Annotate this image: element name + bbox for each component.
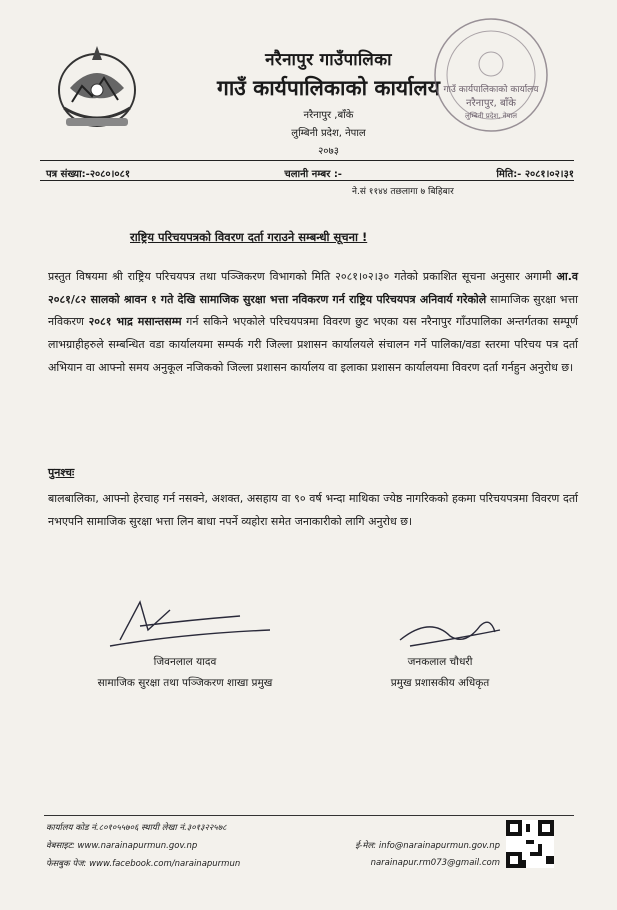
signatory-2-name: जनकलाल चौधरी: [407, 656, 473, 668]
body-text-1: प्रस्तुत विषयमा श्री राष्ट्रिय परिचयपत्र तथा पञ्जिकरण विभागको मिति २०८१।०२।३० गतेको प्रकाशित सूचना अनुसार अगामी: [48, 270, 557, 283]
address-line-1: नरैनापुर ,बाँके: [303, 110, 354, 121]
footer-divider: [44, 815, 574, 816]
notice-subject: राष्ट्रिय परिचयपत्रको विवरण दर्ता गराउने सम्बन्धी सूचना !: [130, 230, 368, 244]
letter-number: पत्र संख्या:-२०८०।०८१: [46, 169, 131, 180]
office-name: गाउँ कार्यपालिकाको कार्यालय: [217, 76, 440, 100]
body-text-2: सामाजिक सुरक्षा भत्ता नविकरण: [48, 292, 578, 329]
signatory-1-title: सामाजिक सुरक्षा तथा पञ्जिकरण शाखा प्रमुख: [97, 677, 273, 689]
municipality-name: नरैनापुर गाउँपालिका: [265, 50, 392, 70]
qr-code[interactable]: [506, 820, 554, 868]
reference-row: [46, 166, 574, 180]
address-line-2: लुम्बिनी प्रदेश, नेपाल: [291, 128, 366, 139]
establishment-year: २०७३: [318, 146, 339, 157]
body-text-3: गर्न सकिने भएकोले परिचयपत्रमा विवरण छुट भएका यस नरैनापुर गाँउपालिका अन्तर्गतका सम्पूर्ण लाभग्राहीहरुले सम्बन्धित वडा कार्यालयमा सम्पर्क गरी जिल्ला प्रशासन कार्यालयले संचालन गर्ने पालिका/वडा स्तरमा परिचय पत्र दर्ता अभियान वा आफ्नो समय अनुकूल नजिकको जिल्ला प्रशासन कार्यालय वा इलाका प्रशासन कार्यालयमा विवरण दर्ता गर्नहुन अनुरोध छ।: [48, 315, 578, 374]
email-link-2[interactable]: narainapur.rm073@gmail.com: [370, 858, 500, 868]
stamp-text-2: नरैनापुर, बाँके: [466, 98, 516, 109]
postscript-text: बालबालिका, आफ्नो हेरचाह गर्न नसक्ने, अशक्त, असहाय वा ९० वर्ष भन्दा माथिका ज्येष्ठ नागरिकको हकमा परिचयपत्रमा विवरण दर्ता नभएपनि सामाजिक सुरक्षा भत्ता लिन बाधा नपर्ने व्यहोरा समेत जनाकारीको लागि अनुरोध छ।: [48, 492, 578, 528]
body-bold-1: आ.व २०८१/८२ सालको श्रावन १ गते देखि सामाजिक सुरक्षा भत्ता नविकरण गर्न राष्ट्रिय परिचयपत्र अनिवार्य गरेकोले: [48, 270, 578, 306]
letter-date: मिति:- २०८१।०२।३१: [496, 169, 574, 180]
signatory-1-name: जिवनलाल यादव: [153, 656, 217, 668]
signatory-2-title: प्रमुख प्रशासकीय अधिकृत: [390, 677, 490, 689]
nepal-samvat-date: ने.सं ११४४ तछलागा ७ बिहिबार: [352, 187, 454, 197]
signature-left: [80, 590, 340, 656]
website-link[interactable]: वेबसाइट: www.narainapurmun.gov.np: [46, 841, 198, 851]
stamp-text-3: लुम्बिनी प्रदेश, नेपाल: [464, 112, 518, 120]
facebook-link[interactable]: फेसबुक पेज: www.facebook.com/narainapurmun: [46, 859, 241, 869]
postscript-heading: पुनश्चः: [48, 466, 75, 479]
header-divider: [40, 160, 574, 161]
office-code: कार्यालय कोड नं.८०१०५५७०६ स्थायी लेखा नं.३०१३२२५७८: [46, 823, 227, 833]
notice-body: [48, 266, 578, 380]
office-stamp: [430, 14, 552, 136]
ref-divider: [40, 180, 574, 181]
email-link[interactable]: ई-मेल: info@narainapurmun.gov.np: [355, 841, 500, 851]
stamp-text-1: गाउँ कार्यपालिकाको कार्यालय: [443, 85, 539, 95]
signature-right: [370, 596, 617, 662]
dispatch-number: चलानी नम्बर :-: [284, 169, 342, 180]
body-bold-2: २०८१ भाद्र मसान्तसम्म: [88, 315, 182, 329]
